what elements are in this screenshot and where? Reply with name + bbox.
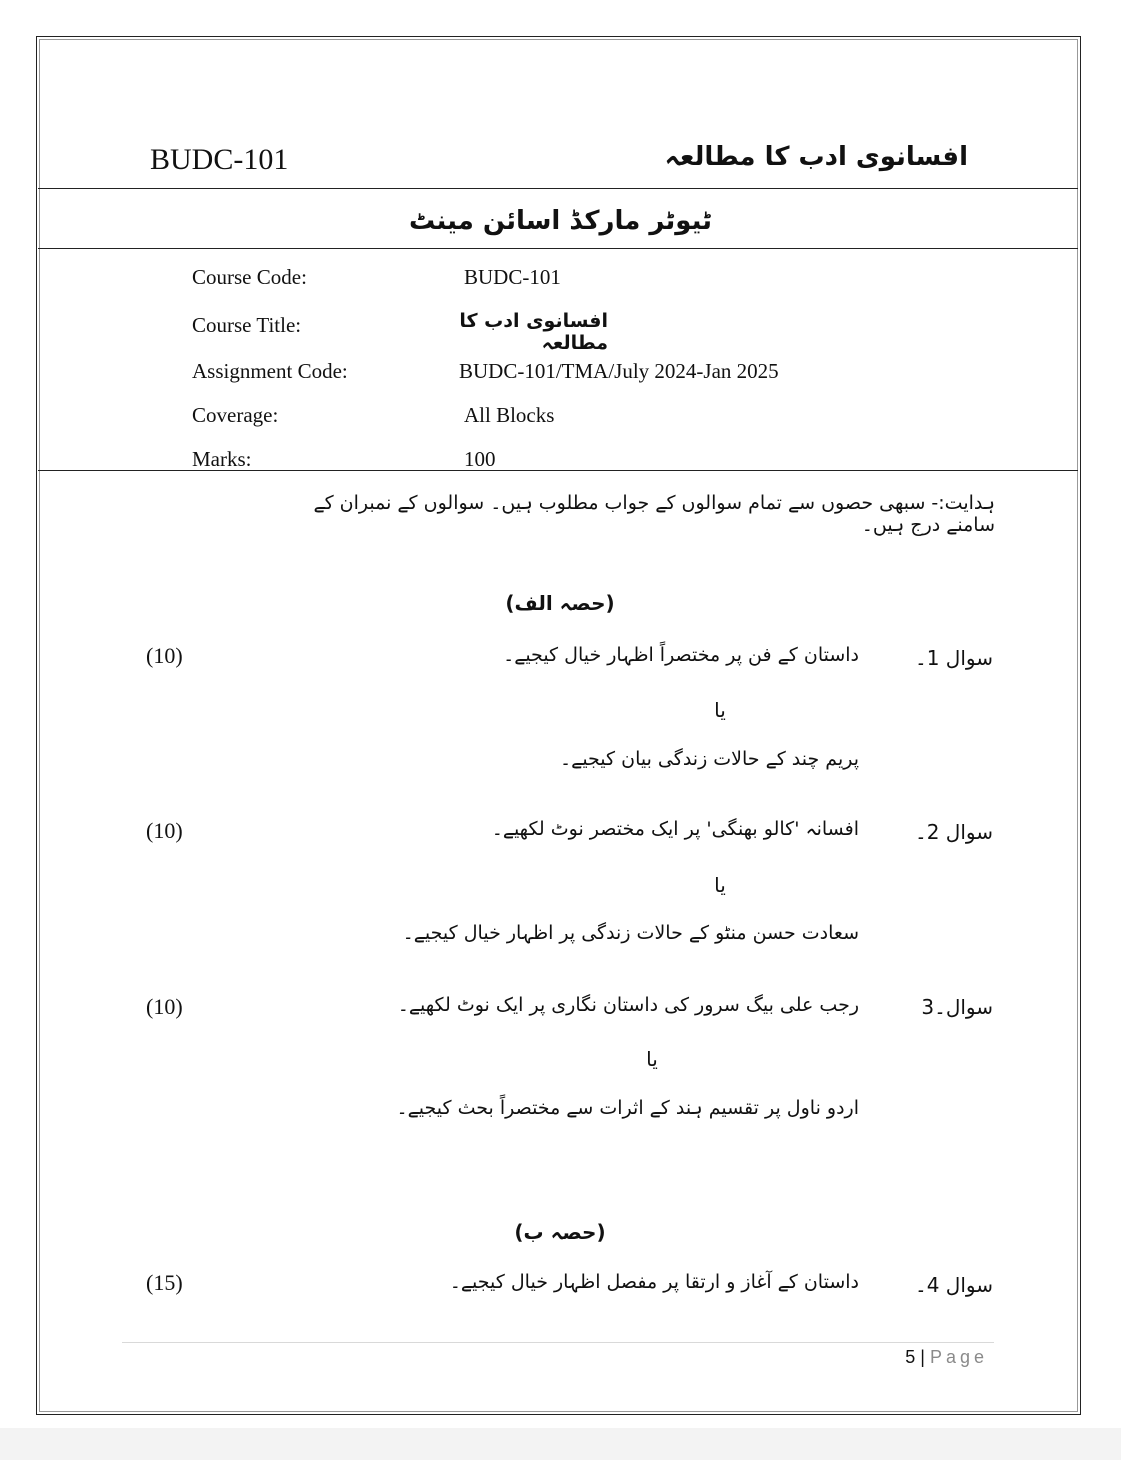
page-word: Page bbox=[929, 1347, 988, 1367]
question-3-text: رجب علی بیگ سرور کی داستان نگاری پر ایک نوٹ لکھیے۔ bbox=[397, 994, 859, 1016]
question-3-marks: (10) bbox=[146, 994, 183, 1019]
info-divider bbox=[38, 470, 1078, 471]
course-code-value: BUDC-101 bbox=[464, 265, 561, 289]
question-1-number: سوال 1۔ bbox=[915, 646, 993, 670]
page-number: 5 bbox=[905, 1347, 916, 1367]
question-2-marks: (10) bbox=[146, 818, 183, 843]
course-code-header: BUDC-101 bbox=[150, 143, 289, 176]
question-4-text: داستان کے آغاز و ارتقا پر مفصل اظہار خیال کیجیے۔ bbox=[449, 1271, 859, 1293]
header-divider bbox=[38, 188, 1078, 189]
question-4-marks: (15) bbox=[146, 1270, 183, 1295]
question-2-alt: سعادت حسن منٹو کے حالات زندگی پر اظہار خیال کیجیے۔ bbox=[402, 922, 859, 944]
assignment-code-label: Assignment Code: bbox=[192, 359, 348, 383]
question-2-or: یا bbox=[714, 873, 726, 897]
question-1-text: داستان کے فن پر مختصراً اظہار خیال کیجیے۔ bbox=[503, 644, 859, 666]
assignment-heading: ٹیوٹر مارکڈ اسائن مینٹ bbox=[409, 206, 712, 236]
question-1-alt: پریم چند کے حالات زندگی بیان کیجیے۔ bbox=[560, 748, 859, 770]
question-1-or: یا bbox=[714, 698, 726, 722]
question-2-number: سوال 2۔ bbox=[915, 820, 993, 844]
question-2-text: افسانہ 'کالو بھنگی' پر ایک مختصر نوٹ لکھیے۔ bbox=[491, 818, 859, 840]
question-3-number: سوال۔3 bbox=[921, 995, 993, 1019]
footer-divider bbox=[122, 1342, 994, 1343]
question-4-number: سوال 4۔ bbox=[915, 1273, 993, 1297]
question-3-alt: اردو ناول پر تقسیم ہند کے اثرات سے مختصراً بحث کیجیے۔ bbox=[396, 1097, 859, 1119]
section-b-heading: (حصہ ب) bbox=[514, 1220, 606, 1244]
section-a-heading: (حصہ الف) bbox=[505, 591, 615, 615]
question-3-or: یا bbox=[646, 1047, 658, 1071]
coverage-label: Coverage: bbox=[192, 403, 279, 427]
course-title-header: افسانوی ادب کا مطالعہ bbox=[664, 142, 968, 172]
coverage-value: All Blocks bbox=[464, 403, 555, 427]
page-separator: | bbox=[920, 1347, 925, 1367]
marks-label: Marks: bbox=[192, 447, 252, 471]
course-title-label: Course Title: bbox=[192, 313, 302, 337]
page-footer bbox=[905, 1347, 988, 1368]
heading-divider bbox=[38, 248, 1078, 249]
instruction-text: ہدایت:- سبھی حصوں سے تمام سوالوں کے جواب مطلوب ہیں۔ سوالوں کے نمبران کے سامنے درج ہیں۔ bbox=[313, 492, 995, 536]
viewer-bottom-band bbox=[0, 1428, 1121, 1460]
course-title-value: افسانوی ادب کا مطالعہ bbox=[459, 310, 608, 354]
page-border bbox=[36, 36, 1081, 1415]
assignment-code-value: BUDC-101/TMA/July 2024-Jan 2025 bbox=[459, 359, 779, 383]
marks-value: 100 bbox=[464, 447, 496, 471]
course-code-label: Course Code: bbox=[192, 265, 307, 289]
question-1-marks: (10) bbox=[146, 643, 183, 668]
